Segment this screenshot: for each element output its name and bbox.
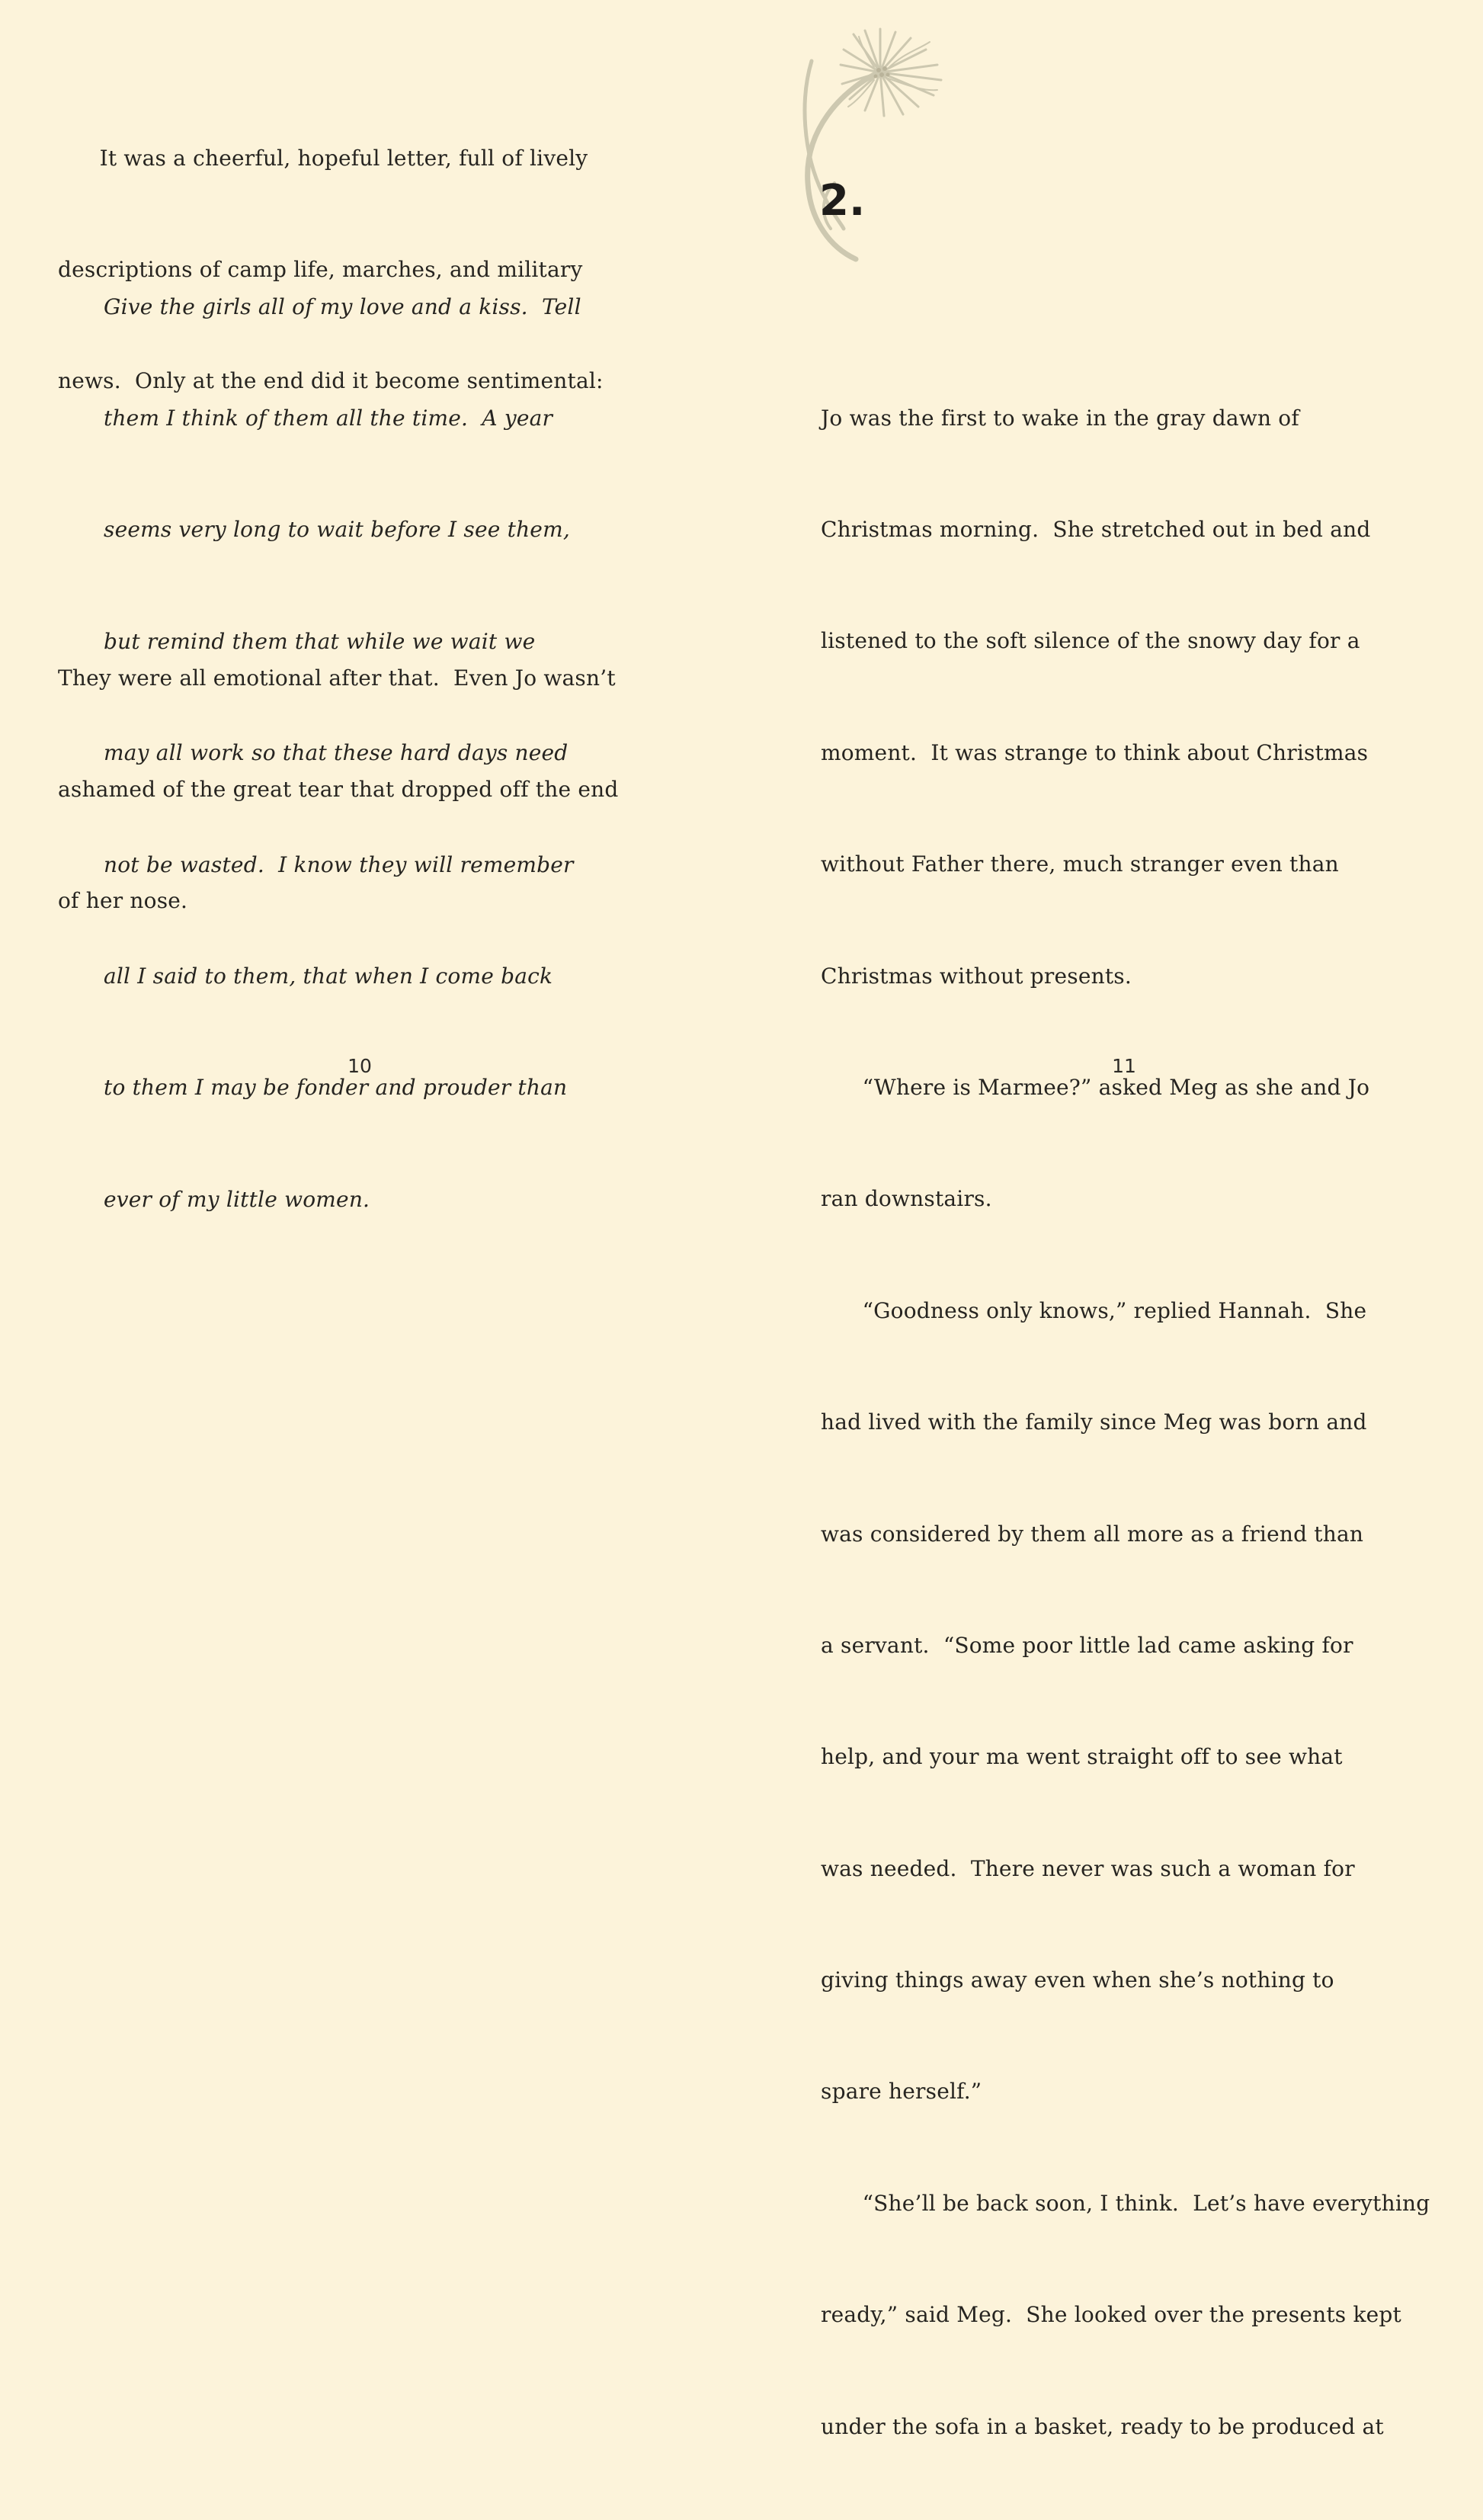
text-line: “Goodness only knows,” replied Hannah. She	[821, 1297, 1367, 1323]
text-line: help, and your ma went straight off to see what	[821, 1744, 1343, 1770]
text-line: all I said to them, that when I come back	[104, 963, 553, 989]
text-line: without Father there, much stranger even than	[821, 851, 1339, 877]
text-line: “She’ll be back soon, I think. Let’s have everything	[821, 2190, 1430, 2216]
text-line: them I think of them all the time. A year	[104, 405, 553, 431]
text-line: ashamed of the great tear that dropped off the end	[58, 776, 619, 802]
text-line: ever of my little women.	[104, 1186, 370, 1212]
text-line: listened to the soft silence of the snowy day for a	[821, 628, 1360, 654]
text-line: Give the girls all of my love and a kiss. Tell	[104, 293, 581, 319]
text-line: to them I may be fonder and prouder than	[104, 1075, 568, 1101]
left-page	[0, 0, 742, 1212]
right-paragraph-1	[821, 325, 1430, 2520]
left-paragraph-2	[58, 585, 618, 995]
text-line: a servant. “Some poor little lad came asking for	[821, 1632, 1353, 1658]
text-line: descriptions of camp life, marches, and military	[58, 256, 583, 282]
text-line: not be wasted. I know they will remember	[104, 851, 574, 877]
text-line: moment. It was strange to think about Christmas	[821, 739, 1369, 765]
text-line: ran downstairs.	[821, 1186, 992, 1212]
text-line: Jo was the first to wake in the gray dawn of	[821, 405, 1299, 431]
text-line: but remind them that while we wait we	[104, 628, 536, 654]
page-number-left: 10	[348, 1055, 372, 1077]
text-line: Christmas morning. She stretched out in bed and	[821, 516, 1371, 542]
text-line: was needed. There never was such a woman for	[821, 1855, 1355, 1881]
text-line: of her nose.	[58, 888, 188, 914]
text-line: seems very long to wait before I see them,	[104, 517, 570, 543]
text-line: may all work so that these hard days need	[104, 740, 569, 766]
text-line: “Where is Marmee?” asked Meg as she and Jo	[821, 1074, 1370, 1100]
text-line: They were all emotional after that. Even Jo wasn’t	[58, 665, 616, 691]
text-line: spare herself.”	[821, 2079, 982, 2105]
text-line: was considered by them all more as a friend than	[821, 1521, 1364, 1547]
text-line: had lived with the family since Meg was born and	[821, 1409, 1367, 1435]
text-line: under the sofa in a basket, ready to be produced at	[821, 2413, 1384, 2439]
text-line: Christmas without presents.	[821, 963, 1132, 989]
right-page	[742, 0, 1483, 2439]
text-line: giving things away even when she’s nothing to	[821, 1967, 1334, 1993]
text-line: ready,” said Meg. She looked over the presents kept	[821, 2302, 1401, 2328]
page-number-right: 11	[1112, 1055, 1136, 1077]
chapter-number: 2.	[819, 176, 866, 226]
text-line: It was a cheerful, hopeful letter, full of lively	[58, 145, 588, 171]
text-line: news. Only at the end did it become sentimental:	[58, 368, 604, 394]
